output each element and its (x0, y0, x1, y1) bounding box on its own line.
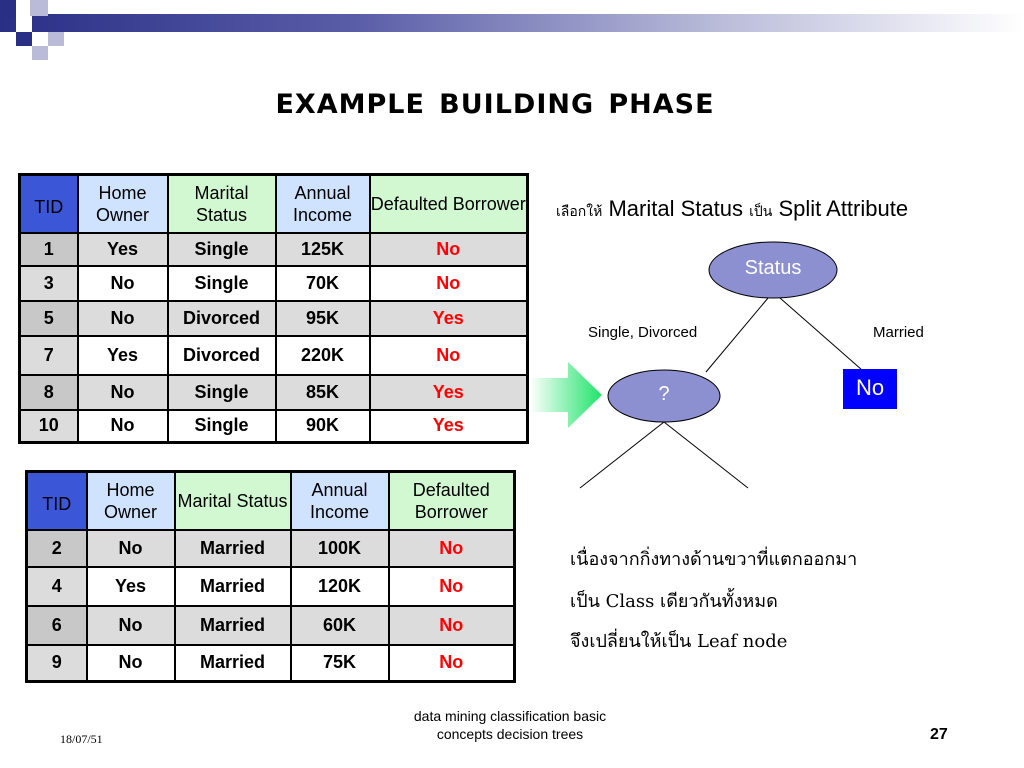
cell-defaulted: No (389, 606, 515, 645)
cell-home-owner: No (78, 301, 168, 336)
caption-mid: เป็น (749, 204, 773, 220)
note-line-3: จึงเปลี่ยนให้เป็น Leaf node (570, 631, 788, 652)
footer-title (370, 707, 650, 743)
cell-defaulted: No (389, 645, 515, 682)
edge-label-left: Single, Divorced (588, 324, 698, 341)
tree-edge-sub-left (580, 422, 664, 488)
cell-marital-status: Single (168, 375, 276, 410)
child-node-label: ? (658, 383, 670, 405)
header-home-owner: Home Owner (78, 175, 168, 233)
cell-tid: 3 (20, 266, 78, 301)
note-line-1: เนื่องจากกิ่งทางด้านขวาที่แตกออกมา (570, 549, 858, 570)
cell-home-owner: No (87, 645, 175, 682)
header-marital-status: Marital Status (175, 472, 291, 530)
cell-marital-status: Single (168, 233, 276, 266)
tree-edge-sub-right (664, 422, 748, 488)
header-tid: TID (27, 472, 87, 530)
cell-home-owner: No (87, 606, 175, 645)
cell-defaulted: No (370, 233, 528, 266)
cell-home-owner: Yes (87, 567, 175, 606)
edge-label-right: Married (873, 324, 924, 341)
note-line-2: เป็น Class เดียวกันทั้งหมด (570, 591, 778, 612)
cell-tid: 10 (20, 410, 78, 443)
header-defaulted-borrower: Defaulted Borrower (370, 175, 528, 233)
cell-home-owner: Yes (78, 233, 168, 266)
cell-marital-status: Single (168, 410, 276, 443)
cell-defaulted: No (370, 336, 528, 375)
cell-tid: 2 (27, 530, 87, 567)
cell-annual-income: 95K (276, 301, 370, 336)
cell-annual-income: 125K (276, 233, 370, 266)
caption-suffix: Split Attribute (778, 196, 909, 221)
header-home-owner: Home Owner (87, 472, 175, 530)
cell-home-owner: No (78, 410, 168, 443)
header-annual-income: Annual Income (276, 175, 370, 233)
cell-defaulted: No (389, 567, 515, 606)
cell-tid: 5 (20, 301, 78, 336)
page-number: 27 (930, 726, 948, 743)
cell-annual-income: 60K (291, 606, 389, 645)
cell-annual-income: 90K (276, 410, 370, 443)
cell-defaulted: Yes (370, 375, 528, 410)
cell-tid: 6 (27, 606, 87, 645)
cell-home-owner: No (78, 375, 168, 410)
footer-date: 18/07/51 (60, 732, 103, 746)
cell-marital-status: Divorced (168, 336, 276, 375)
cell-marital-status: Divorced (168, 301, 276, 336)
caption-attribute: Marital Status (608, 196, 743, 221)
cell-marital-status: Married (175, 530, 291, 567)
cell-tid: 9 (27, 645, 87, 682)
cell-home-owner: No (87, 530, 175, 567)
cell-tid: 7 (20, 336, 78, 375)
cell-defaulted: Yes (370, 301, 528, 336)
slide-title: example building phase (275, 78, 715, 122)
header-annual-income: Annual Income (291, 472, 389, 530)
cell-tid: 4 (27, 567, 87, 606)
caption-prefix: เลือกให้ (556, 204, 603, 220)
cell-annual-income: 70K (276, 266, 370, 301)
tree-edge-right (780, 298, 862, 370)
cell-home-owner: Yes (78, 336, 168, 375)
footer-title-line-2: concepts decision trees (436, 726, 584, 742)
cell-annual-income: 100K (291, 530, 389, 567)
cell-annual-income: 85K (276, 375, 370, 410)
cell-tid: 1 (20, 233, 78, 266)
footer-title-line-1: data mining classification basic (413, 708, 607, 724)
cell-home-owner: No (78, 266, 168, 301)
cell-tid: 8 (20, 375, 78, 410)
header-tid: TID (20, 175, 78, 233)
cell-annual-income: 220K (276, 336, 370, 375)
cell-defaulted: Yes (370, 410, 528, 443)
cell-marital-status: Single (168, 266, 276, 301)
cell-annual-income: 75K (291, 645, 389, 682)
cell-annual-income: 120K (291, 567, 389, 606)
cell-marital-status: Married (175, 567, 291, 606)
header-defaulted-borrower: Defaulted Borrower (389, 472, 515, 530)
cell-marital-status: Married (175, 645, 291, 682)
cell-defaulted: No (389, 530, 515, 567)
leaf-node: No (843, 369, 897, 409)
header-marital-status: Marital Status (168, 175, 276, 233)
root-node-label: Status (744, 257, 802, 279)
cell-marital-status: Married (175, 606, 291, 645)
cell-defaulted: No (370, 266, 528, 301)
tree-edge-left (706, 298, 768, 372)
